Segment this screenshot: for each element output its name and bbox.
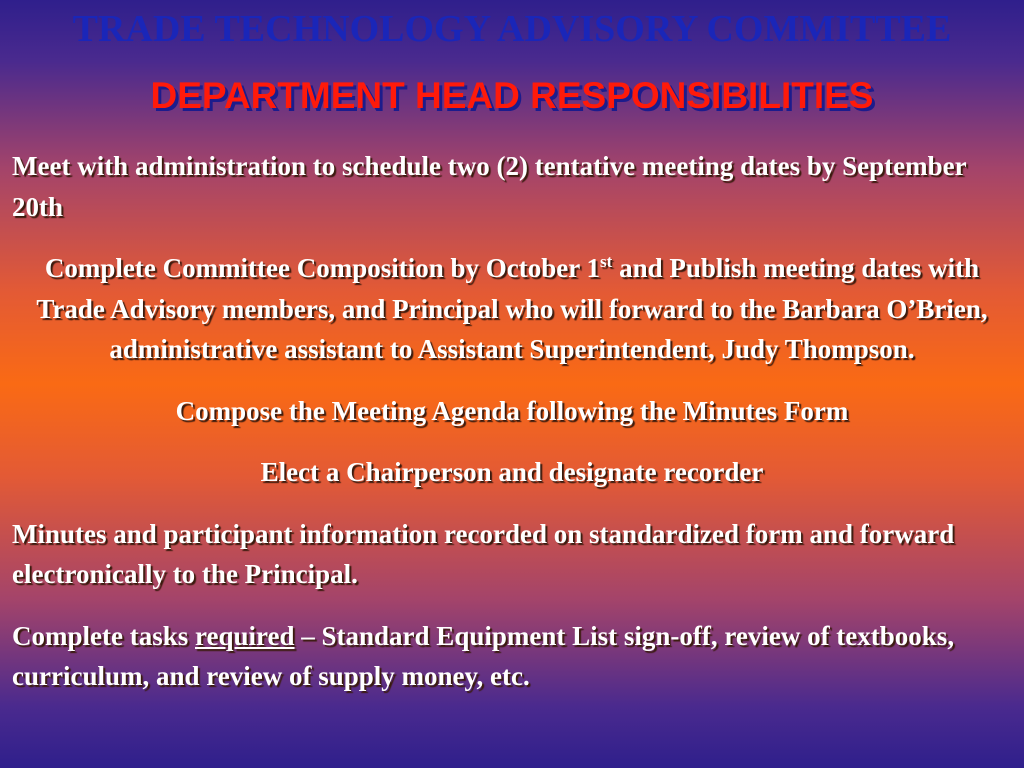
ordinal-superscript: st [600, 252, 613, 271]
paragraph-meeting-agenda [12, 391, 1012, 432]
paragraph-schedule-dates [12, 146, 1012, 227]
paragraph-text: Minutes and participant information recorded on standardized form and forward electronically to the Principal. [12, 518, 955, 589]
paragraph-text: Compose the Meeting Agenda following the Minutes Form [175, 395, 849, 426]
paragraph-text: Complete tasks [12, 620, 195, 651]
paragraph-text: and Publish meeting dates with Trade Advisory members, and Principal who will forward to the Barbara O’Brien, administrative assistant to Assistant Superintendent, Judy Thompson. [36, 253, 988, 364]
paragraph-committee-composition [12, 248, 1012, 370]
slide-heading: DEPARTMENT HEAD RESPONSIBILITIES [150, 75, 874, 116]
paragraph-text: Elect a Chairperson and designate recorder [260, 457, 764, 487]
paragraph-minutes [12, 514, 1012, 595]
paragraph-text: Meet with administration to schedule two (2) tentative meeting dates by September 20th [12, 151, 967, 222]
committee-title: TRADE TECHNOLOGY ADVISORY COMMITTEE [72, 8, 952, 50]
paragraph-text: Complete Committee Composition by October 1 [44, 253, 601, 283]
paragraph-elect-chairperson [12, 452, 1012, 493]
slide-body [12, 146, 1012, 718]
underlined-word-required: required [195, 620, 295, 651]
paragraph-text: – Standard Equipment List sign-off, review of textbooks, curriculum, and review of supply money, etc. [12, 620, 955, 691]
paragraph-complete-tasks [12, 616, 1012, 697]
